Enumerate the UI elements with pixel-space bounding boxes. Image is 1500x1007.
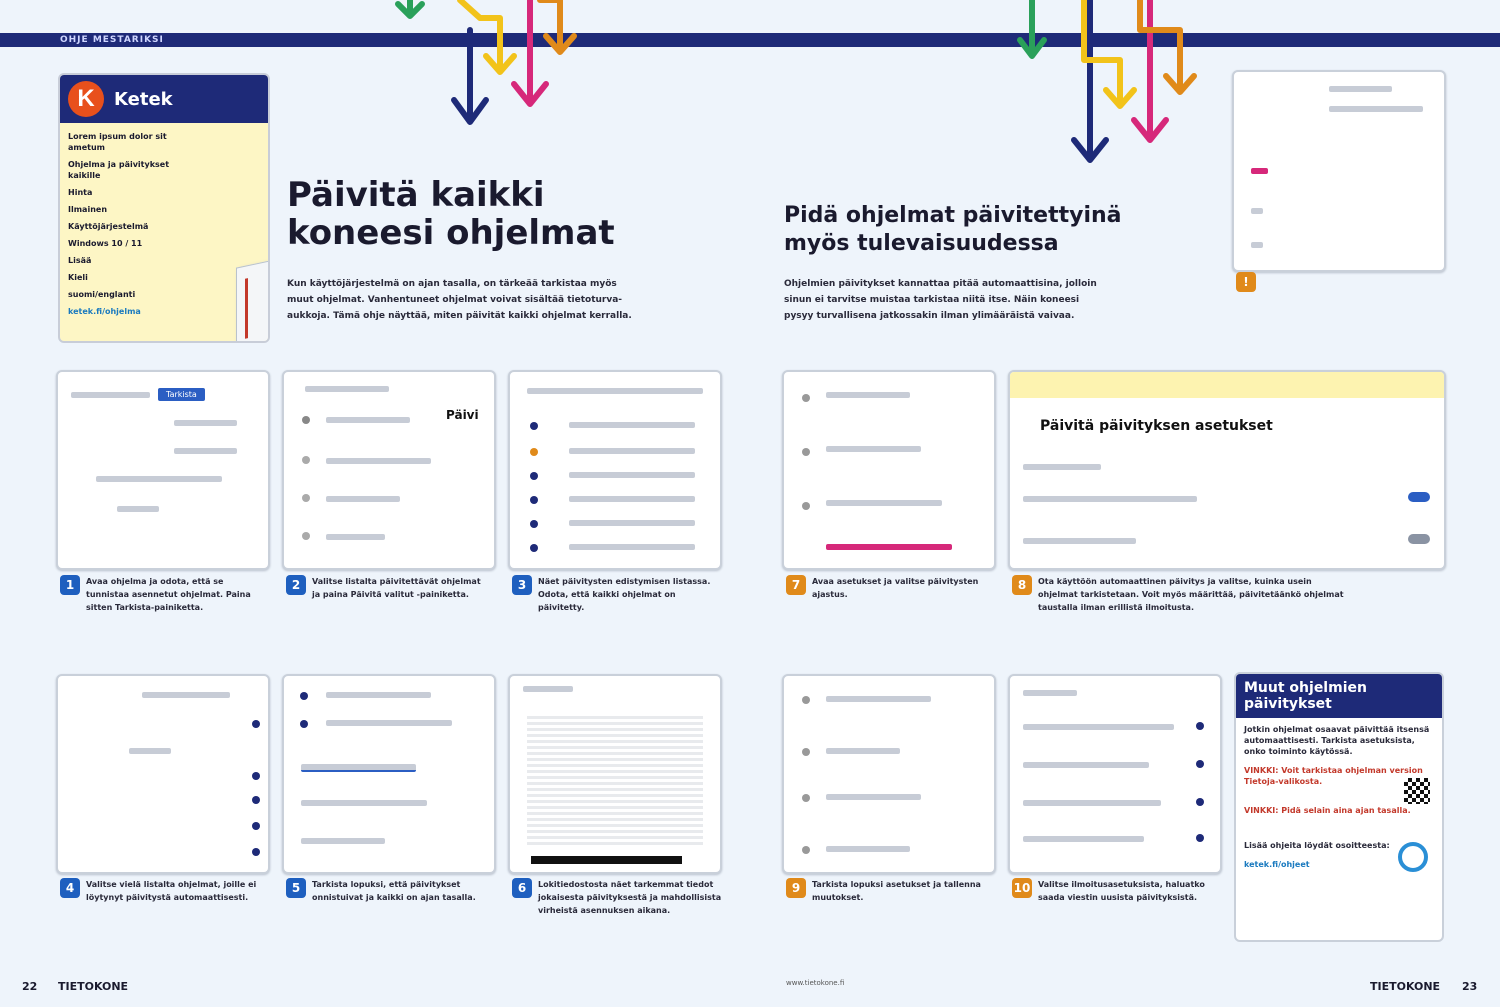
info-box-text — [60, 123, 184, 331]
sidebox-title: Muut ohjelmien päivitykset — [1236, 674, 1442, 718]
screenshot-step-5 — [282, 674, 496, 874]
step-number-badge: 1 — [60, 575, 80, 595]
step-text: Avaa ohjelma ja odota, että se tunnistaa asennetut ohjelmat. Paina sitten Tarkista-painiketta. — [86, 577, 251, 612]
screenshot-step-2 — [282, 370, 496, 570]
magazine-brand-right: TIETOKONE — [1370, 980, 1441, 993]
step-caption-9 — [786, 878, 986, 904]
sidebox-tip: VINKKI: Voit tarkistaa ohjelman version Tietoja-valikosta. — [1244, 766, 1423, 786]
step-text: Valitse vielä listalta ohjelmat, joille ei löytynyt päivitystä automaattisesti. — [86, 880, 257, 902]
info-box-brand: Ketek — [114, 88, 173, 110]
step-text: Tarkista lopuksi, että päivitykset onnistuivat ja kaikki on ajan tasalla. — [312, 880, 476, 902]
info-link[interactable]: ketek.fi/ohjelma — [68, 307, 141, 316]
page-number-left: 22 — [22, 980, 38, 993]
qr-code-icon — [1404, 778, 1430, 804]
step-caption-10 — [1012, 878, 1216, 904]
browser-icon — [1398, 842, 1428, 872]
screenshot-step-6 — [508, 674, 722, 874]
update-label: Päivi — [446, 408, 479, 422]
decorative-arrows-right — [1010, 0, 1220, 170]
info-line: suomi/englanti — [68, 290, 136, 299]
step-text: Ota käyttöön automaattinen päivitys ja valitse, kuinka usein ohjelmat tarkistetaan. Voit myös määrittää, päivitetäänkö ohjelmat taustalla ilman erillistä ilmoitusta. — [1038, 577, 1344, 612]
ketek-logo: K — [68, 81, 104, 117]
sidebox-intro: Jotkin ohjelmat osaavat päivittää itsensä automaattisesti. Tarkista asetuksista, onko toiminto käytössä. — [1244, 725, 1430, 756]
section-label: OHJE MESTARIKSI — [60, 35, 164, 45]
step-caption-5 — [286, 878, 486, 904]
sidebox-tip: VINKKI: Pidä selain aina ajan tasalla. — [1244, 806, 1411, 815]
step-number-badge: 8 — [1012, 575, 1032, 595]
info-line: Lisää — [68, 256, 92, 265]
step-number-badge: 10 — [1012, 878, 1032, 898]
section-bar — [0, 33, 1500, 47]
right-article-lead: Ohjelmien päivitykset kannattaa pitää automaattisina, jolloin sinun ei tarvitse muistaa tarkistaa niitä itse. Näin koneesi pysyy turvallisena jatkossakin ilman ylimääräistä vaivaa. — [784, 279, 1097, 321]
step-number-badge: 7 — [786, 575, 806, 595]
step-number-badge: 6 — [512, 878, 532, 898]
info-line: Hinta — [68, 188, 93, 197]
step-number-badge: 2 — [286, 575, 306, 595]
step-caption — [1236, 272, 1436, 292]
log-text-area — [527, 715, 703, 844]
step-number-badge: 5 — [286, 878, 306, 898]
sidebox-footer-text: Lisää ohjeita löydät osoitteesta: — [1244, 841, 1390, 850]
product-info-box — [58, 73, 270, 343]
screenshot-settings-menu — [1232, 70, 1446, 272]
info-line: Lorem ipsum dolor sit ametum — [68, 132, 167, 152]
info-box-header — [60, 75, 268, 123]
step-caption-4 — [60, 878, 260, 904]
screenshot-step-7 — [782, 370, 996, 570]
decorative-arrows-left — [380, 0, 600, 140]
page-number-right: 23 — [1462, 980, 1478, 993]
log-redaction-bar — [531, 856, 682, 864]
notification-bar — [1010, 372, 1444, 398]
step-text: Näet päivitysten edistymisen listassa. Odota, että kaikki ohjelmat on päivitetty. — [538, 577, 711, 612]
screenshot-step-1 — [56, 370, 270, 570]
left-article-title: Päivitä kaikki koneesi ohjelmat — [287, 175, 615, 253]
step-number-badge: 3 — [512, 575, 532, 595]
screenshot-step-8 — [1008, 370, 1446, 570]
step-caption-7 — [786, 575, 986, 601]
footer-url: www.tietokone.fi — [786, 979, 845, 987]
tips-sidebox — [1234, 672, 1444, 942]
step-text: Avaa asetukset ja valitse päivitysten ajastus. — [812, 577, 979, 599]
step-number-badge: 9 — [786, 878, 806, 898]
step-text: Valitse listalta päivitettävät ohjelmat ja paina Päivitä valitut -painiketta. — [312, 577, 481, 599]
left-article-lead: Kun käyttöjärjestelmä on ajan tasalla, on tärkeää tarkistaa myös muut ohjelmat. Vanhentuneet ohjelmat voivat sisältää tietoturva-aukkoja. Tämä ohje näyttää, miten päivität kaikki ohjelmat kerralla. — [287, 279, 632, 321]
step-text: Valitse ilmoitusasetuksista, haluatko saada viestin uusista päivityksistä. — [1038, 880, 1205, 902]
step-number-badge: 4 — [60, 878, 80, 898]
info-line: Kieli — [68, 273, 88, 282]
magazine-brand-left: TIETOKONE — [58, 980, 129, 993]
auto-update-toggle[interactable] — [1408, 492, 1430, 502]
check-button[interactable]: Tarkista — [158, 388, 205, 401]
screenshot-step-4 — [56, 674, 270, 874]
right-article-title: Pidä ohjelmat päivitettyinä myös tulevaisuudessa — [784, 203, 1122, 256]
step-number-badge: ! — [1236, 272, 1256, 292]
step-caption-1 — [60, 575, 260, 614]
background-update-toggle[interactable] — [1408, 534, 1430, 544]
step-caption-2 — [286, 575, 486, 601]
step-caption-8 — [1012, 575, 1352, 614]
screenshot-step-3 — [508, 370, 722, 570]
step-caption-6 — [512, 878, 722, 917]
info-line: Käyttöjärjestelmä — [68, 222, 149, 231]
step-text: Tarkista lopuksi asetukset ja tallenna muutokset. — [812, 880, 981, 902]
sidebox-link[interactable]: ketek.fi/ohjeet — [1244, 860, 1310, 869]
screenshot-step-9 — [782, 674, 996, 874]
screenshot-step-10 — [1008, 674, 1222, 874]
step-caption-3 — [512, 575, 712, 614]
info-line: Ilmainen — [68, 205, 108, 214]
info-line: Ohjelma ja päivitykset kaikille — [68, 160, 170, 180]
settings-title: Päivitä päivityksen asetukset — [1040, 418, 1273, 434]
software-box-image — [236, 252, 270, 343]
step-text: Lokitiedostosta näet tarkemmat tiedot jokaisesta päivityksestä ja mahdollisista virheistä asennuksen aikana. — [538, 880, 722, 915]
info-line: Windows 10 / 11 — [68, 239, 143, 248]
